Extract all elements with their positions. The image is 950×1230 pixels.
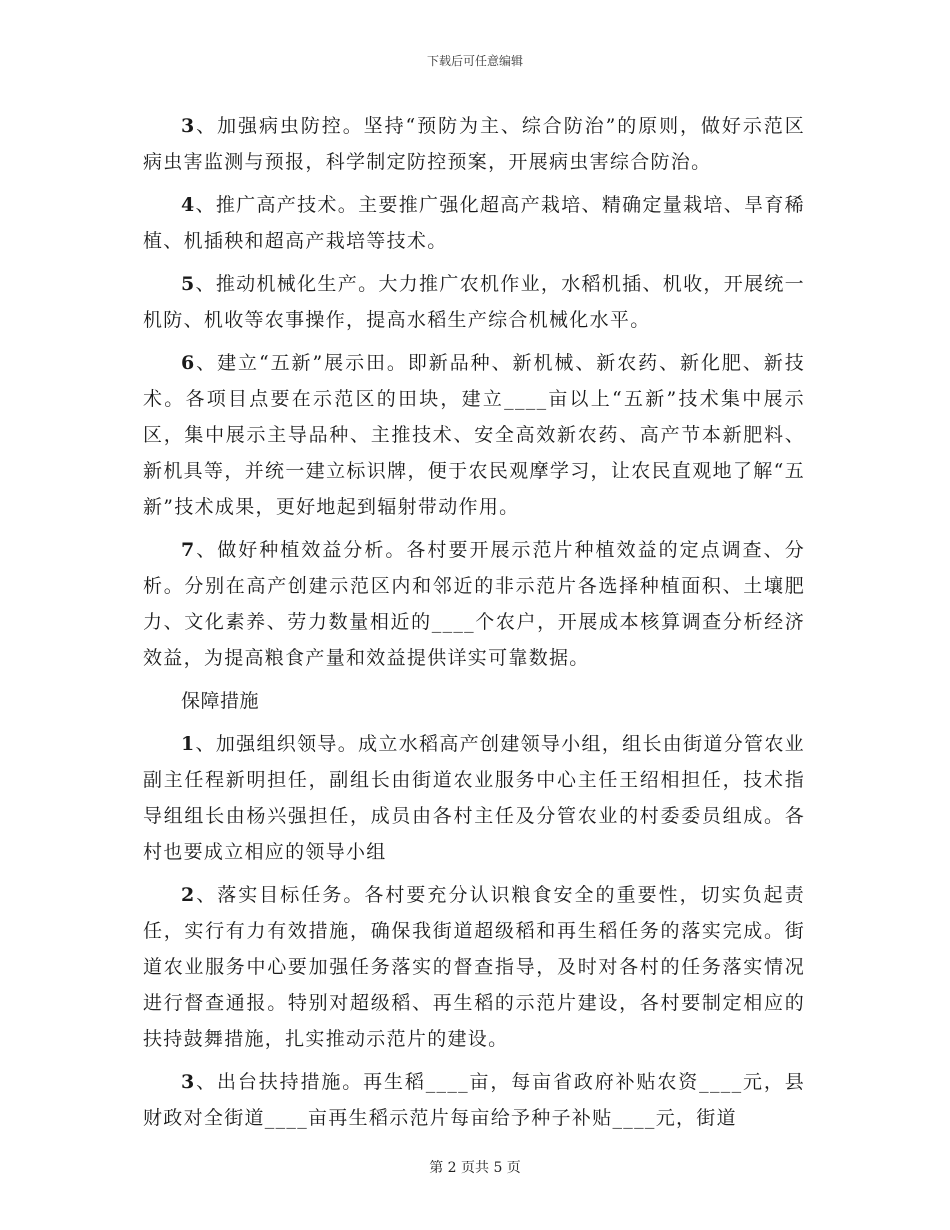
paragraph-measure-6 xyxy=(143,345,805,525)
paragraph-guarantee-2 xyxy=(143,877,805,1057)
paragraph-measure-7 xyxy=(143,532,805,676)
paragraph-text: 、做好种植效益分析。各村要开展示范片种植效益的定点调查、分析。分别在高产创建示范区内和邻近的非示范片各选择种植面积、土壤肥力、文化素养、劳力数量相近的____个农户，开展成本核算调查分析经济效益，为提高粮食产量和效益提供详实可靠数据。 xyxy=(143,539,805,669)
item-number: 1 xyxy=(181,733,196,755)
paragraph-text: 、建立“五新”展示田。即新品种、新机械、新农药、新化肥、新技术。各项目点要在示范区的田块，建立____亩以上“五新”技术集中展示区，集中展示主导品种、主推技术、安全高效新农药、高产节本新肥料、新机具等，并统一建立标识牌，便于农民观摩学习，让农民直观地了解“五新”技术成果，更好地起到辐射带动作用。 xyxy=(143,352,805,518)
page-footer: 第 2 页共 5 页 xyxy=(429,1160,521,1176)
paragraph-measure-4 xyxy=(143,187,805,259)
page-header: 下载后可任意编辑 xyxy=(426,54,523,68)
item-number: 3 xyxy=(181,1071,196,1093)
paragraph-text: 、出台扶持措施。再生稻____亩，每亩省政府补贴农资____元，县财政对全街道____亩再生稻示范片每亩给予种子补贴____元，街道 xyxy=(143,1071,805,1129)
item-number: 3 xyxy=(181,115,196,137)
paragraph-text: 、加强病虫防控。坚持“预防为主、综合防治”的原则，做好示范区病虫害监测与预报，科学制定防控预案，开展病虫害综合防治。 xyxy=(143,115,805,173)
item-number: 7 xyxy=(181,539,196,561)
item-number: 2 xyxy=(181,884,196,906)
paragraph-measure-5 xyxy=(143,266,805,338)
item-number: 6 xyxy=(181,352,196,374)
paragraph-text: 、推广高产技术。主要推广强化超高产栽培、精确定量栽培、旱育稀植、机插秧和超高产栽培等技术。 xyxy=(143,194,805,252)
section-heading xyxy=(143,683,805,719)
paragraph-text: 、推动机械化生产。大力推广农机作业，水稻机插、机收，开展统一机防、机收等农事操作，提高水稻生产综合机械化水平。 xyxy=(143,273,805,331)
paragraph-guarantee-3 xyxy=(143,1064,805,1136)
document-body xyxy=(143,108,805,1143)
paragraph-measure-3 xyxy=(143,108,805,180)
item-number: 5 xyxy=(181,273,196,295)
paragraph-text: 、落实目标任务。各村要充分认识粮食安全的重要性，切实负起责任，实行有力有效措施，确保我街道超级稻和再生稻任务的落实完成。街道农业服务中心要加强任务落实的督查指导，及时对各村的任务落实情况进行督查通报。特别对超级稻、再生稻的示范片建设，各村要制定相应的扶持鼓舞措施，扎实推动示范片的建设。 xyxy=(143,884,805,1050)
item-number: 4 xyxy=(181,194,196,216)
section-heading-text: 保障措施 xyxy=(181,690,260,712)
paragraph-guarantee-1 xyxy=(143,726,805,870)
paragraph-text: 、加强组织领导。成立水稻高产创建领导小组，组长由街道分管农业副主任程新明担任，副组长由街道农业服务中心主任王绍相担任，技术指导组组长由杨兴强担任，成员由各村主任及分管农业的村委委员组成。各村也要成立相应的领导小组 xyxy=(143,733,805,863)
